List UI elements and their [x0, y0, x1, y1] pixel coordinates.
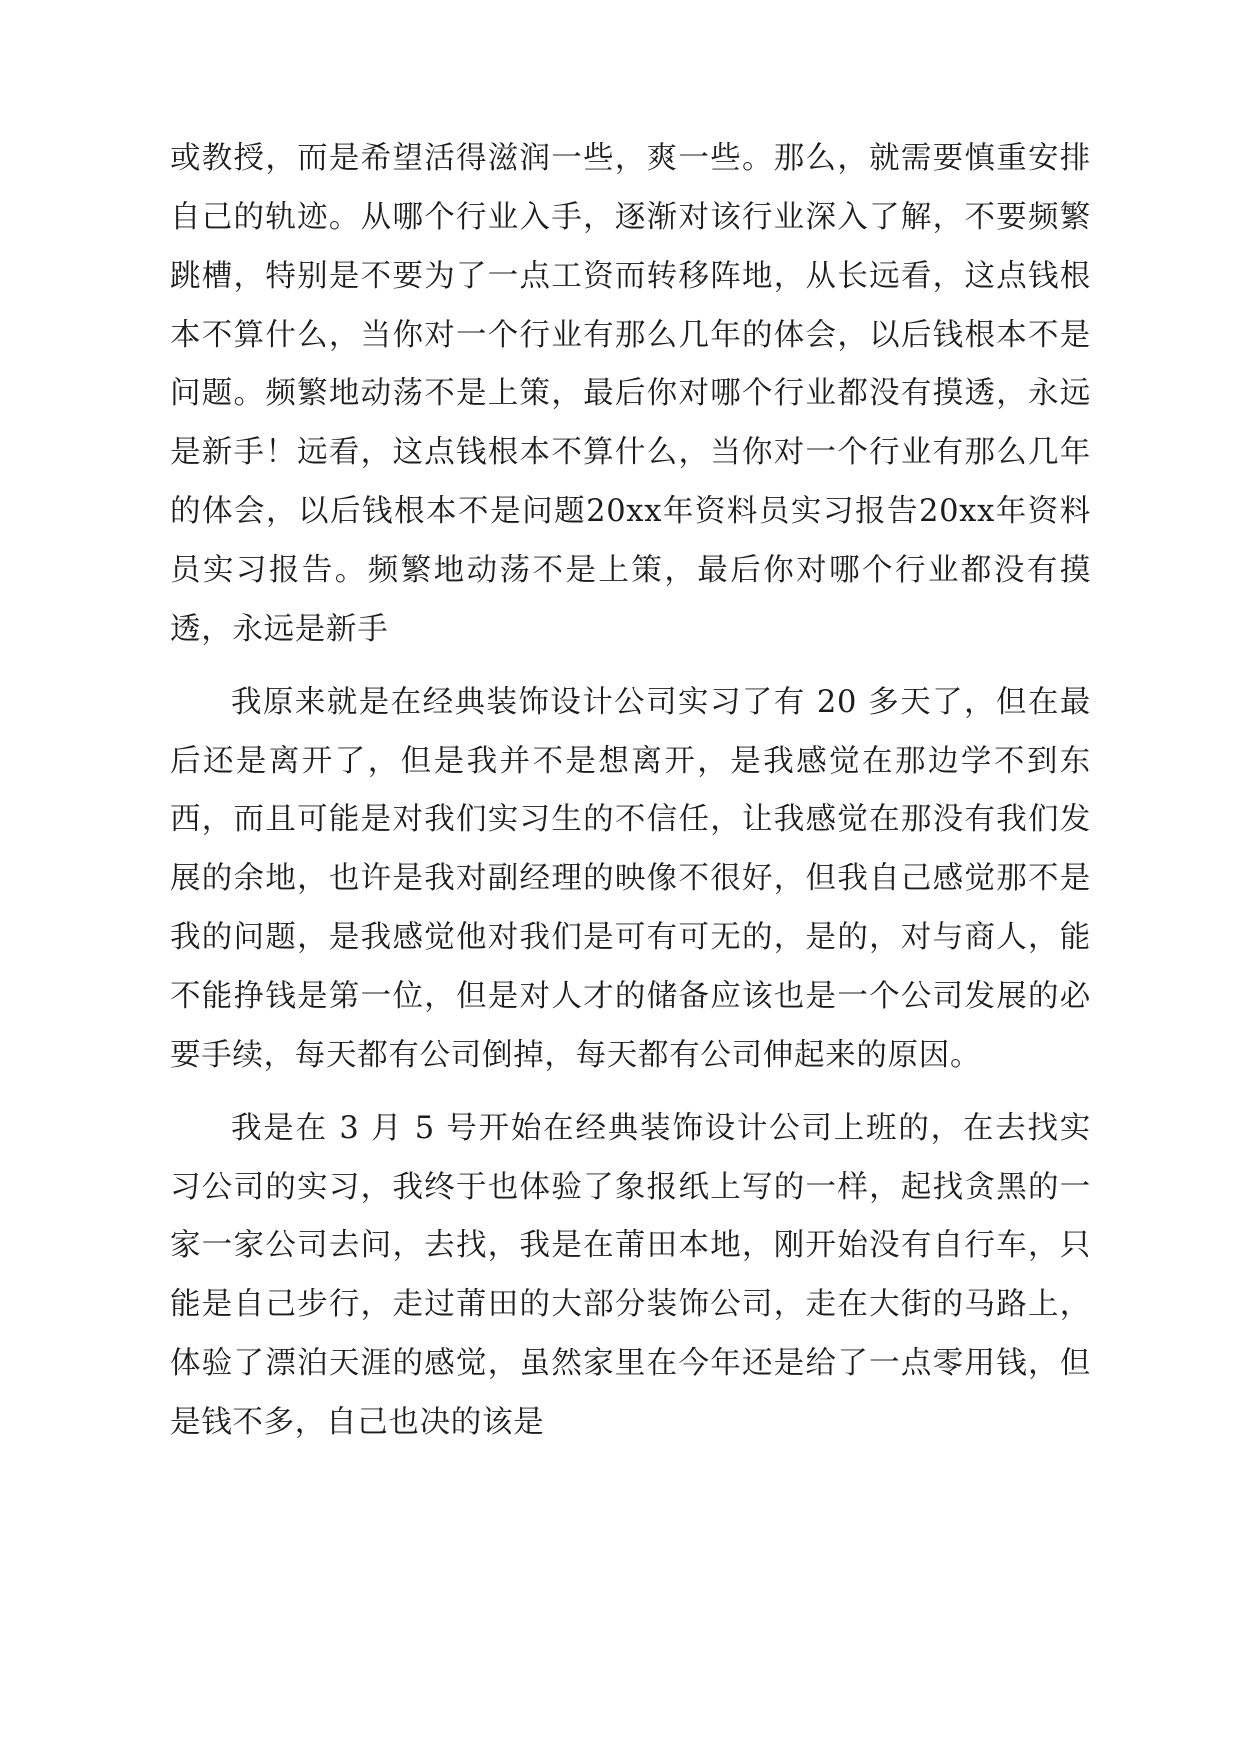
document-body [170, 130, 1091, 1453]
paragraph-1: 或教授，而是希望活得滋润一些，爽一些。那么，就需要慎重安排自己的轨迹。从哪个行业入手，逐渐对该行业深入了解，不要频繁跳槽，特别是不要为了一点工资而转移阵地，从长远看，这点钱根本不算什么，当你对一个行业有那么几年的体会，以后钱根本不是问题。频繁地动荡不是上策，最后你对哪个行业都没有摸透，永远是新手！远看，这点钱根本不算什么，当你对一个行业有那么几年的体会，以后钱根本不是问题20xx年资料员实习报告20xx年资料员实习报告。频繁地动荡不是上策，最后你对哪个行业都没有摸透，永远是新手 [170, 141, 1091, 647]
paragraph-3: 我是在 3 月 5 号开始在经典装饰设计公司上班的，在去找实习公司的实习，我终于也体验了象报纸上写的一样，起找贪黑的一家一家公司去问，去找，我是在莆田本地，刚开始没有自行车，只能是自己步行，走过莆田的大部分装饰公司，走在大街的马路上，体验了漂泊天涯的感觉，虽然家里在今年还是给了一点零用钱，但是钱不多，自己也决的该是 [170, 1110, 1091, 1441]
paragraph-spacer [170, 1090, 1091, 1100]
paragraph-spacer [170, 664, 1091, 674]
paragraph-2: 我原来就是在经典装饰设计公司实习了有 20 多天了，但在最后还是离开了，但是我并不是想离开，是我感觉在那边学不到东西，而且可能是对我们实习生的不信任，让我感觉在那没有我们发展的余地，也许是我对副经理的映像不很好，但我自己感觉那不是我的问题，是我感觉他对我们是可有可无的，是的，对与商人，能不能挣钱是第一位，但是对人才的储备应该也是一个公司发展的必要手续，每天都有公司倒掉，每天都有公司伸起来的原因。 [170, 684, 1091, 1073]
